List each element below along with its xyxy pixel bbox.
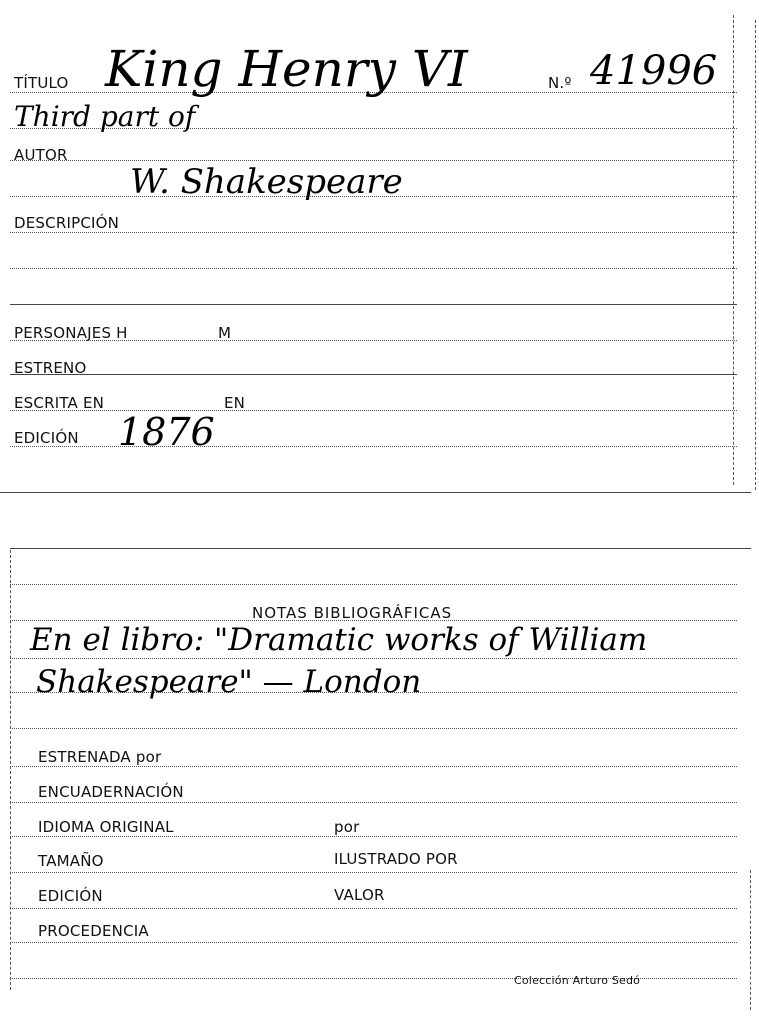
catalog-card-back [0,540,759,1028]
note-handwriting-line2: Shakespeare" — London [36,664,422,700]
rule-line [10,584,737,585]
valor-label: VALOR [334,886,385,904]
coleccion-stamp: Colección Arturo Sedó [514,974,641,987]
rule-line [10,374,737,375]
rule-line [10,304,737,305]
card-outer-edge [755,20,756,490]
estreno-label: ESTRENO [14,359,87,377]
card-left-edge [10,550,11,990]
title-continuation: Third part of [14,100,196,133]
procedencia-label: PROCEDENCIA [38,922,149,940]
rule-line [10,872,737,873]
catalog-card-front [0,0,759,495]
rule-line [10,268,737,269]
rule-line [10,658,737,659]
autor-label: AUTOR [14,146,68,164]
titulo-label: TÍTULO [14,74,69,92]
personajes-m-label: M [218,324,232,342]
estrenada-por-label: ESTRENADA por [38,748,162,766]
notas-bibliograficas-heading: NOTAS BIBLIOGRÁFICAS [252,604,453,622]
ilustrado-por-label: ILUSTRADO POR [334,850,458,868]
tamano-label: TAMAÑO [38,852,104,870]
title-handwriting: King Henry VI [105,40,468,98]
card-top-edge [10,548,751,549]
rule-line [10,802,737,803]
edicion-back-label: EDICIÓN [38,887,103,905]
rule-line [10,836,737,837]
catalog-number: 41996 [590,48,718,94]
por-label: por [334,818,360,836]
edition-year: 1876 [118,410,215,454]
idioma-original-label: IDIOMA ORIGINAL [38,818,174,836]
rule-line [10,908,737,909]
note-handwriting-line1: En el libro: "Dramatic works of William [30,622,648,658]
rule-line [10,766,737,767]
escrita-en-label: ESCRITA EN [14,394,105,412]
rule-line [10,232,737,233]
encuadernacion-label: ENCUADERNACIÓN [38,783,184,801]
card-right-edge [750,870,751,1010]
rule-line [10,728,737,729]
personajes-label: PERSONAJES H [14,324,128,342]
rule-line [10,942,737,943]
card-bottom-edge [0,492,751,493]
author-handwriting: W. Shakespeare [130,162,403,202]
edicion-label: EDICIÓN [14,429,79,447]
descripcion-label: DESCRIPCIÓN [14,214,120,232]
card-right-edge [733,15,734,485]
rule-line [10,160,737,161]
escrita-en2-label: EN [224,394,246,412]
numero-label: N.º [548,74,572,92]
